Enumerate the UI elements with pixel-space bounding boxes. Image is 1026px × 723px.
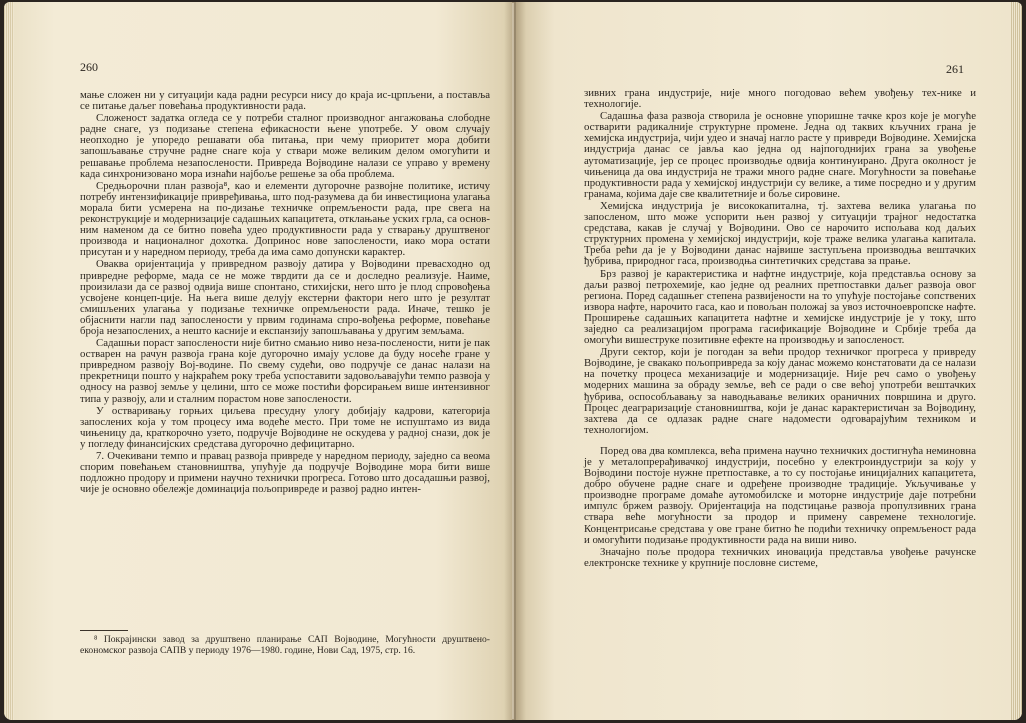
paragraph: 7. Очекивани темпо и правац развоја привреде у наредном периоду, заједно са веома спорим повећањем становништва, упућује да подручје Војводине мора бити више подложно продору и примени научно технички прогреса. Готово што досадашњи развој, чије је основно обележје доминација пољопривреде и развој радно интен-: [80, 450, 490, 496]
paragraph: мање сложен ни у ситуацији када радни ресурси нису до краја ис-црпљени, а постављa се питање даљег повећања продуктивности рада.: [80, 89, 490, 113]
paragraph: зивних грана индустрије, није много погодовао већем увођењу тех-нике и технологије.: [584, 87, 976, 111]
left-body-text: [80, 90, 490, 495]
paragraph: Сложеност задатка огледа се у потреби сталног производног ангажовања слободне радне снаге, уз подизање степена ефикасности њене употребе. У овом случају неопходно је упоредо решавати оба питања, при чему приоритет мора добити запошљавање стручне радне снаге која у ствари може великим делом омогућити и решавање проблема незапослености. Привреда Војводине налази се управо у времену када синхронизовано мора изнаћи најбоље решење за оба проблема.: [80, 112, 490, 180]
right-body-text: [584, 88, 976, 569]
paragraph: Значајно поље продора техничких иновација представља увођење рачунске електронске технике у крупније пословне системе,: [584, 545, 976, 569]
paragraph: У остваривању горњих циљева пресудну улогу добијају кадрови, категорија запослених која у том процесу има водеће место. При томе не испуштамо из вида чињеницу да, краткорочно узето, подручје Војводине не оскудева у радној снази, док је у погледу финансијских средстава дугорочно дефицитарно.: [80, 404, 490, 450]
paragraph: Садашња фаза развоја створила је основне упоришне тачке кроз које је могуће остварити радикалније структурне промене. Једна од таквих кључних грана је хемијска индустрија, чији удео и значај нагло расте у привреди Војводине. Хемијска индустрија данас се јавља као једна од најпогоднијих грана за увођење аутоматизације, јер се процес производње одвија континуирано. Друга околност је чињеница да ова индустрија не тражи много радне снаге. Могућности за повећање продуктивности рада у хемијској индустрији су велике, а тиме посредно и у другим гранама, којима даје све квалитетније и боље сировине.: [584, 110, 976, 200]
page-edge-left: [4, 2, 14, 720]
book-spread: [4, 2, 1022, 720]
page-edge-right: [1010, 2, 1022, 720]
page-number-left: 260: [80, 60, 98, 74]
paragraph: Оваква оријентација у привредном развоју датира у Војводини превасходно од привредне реформе, мада се не може тврдити да се и доследно реализује. Наиме, произилази да се развој одвија више спонтано, стихијски, него што је плод спровођења усвојене концеп-ције. На њега више делују екстерни фактори него што је резултат смишљених улагања у подизање техничке опремљености рада. Иначе, тешко је објаснити нагли пад запослености у првим годинама спро-вођења реформе, повећање броја незапослених, а нешто касније и експанзију запошљавања у другим земљама.: [80, 258, 490, 337]
paragraph: Средњорочни план развоја⁸, као и елементи дугорочне развојне политике, истичу потребу интензификације привређивања, што под-разумева да би инвестициона улагања морала бити усмерена на по-дизање техничке опремљености рада, пре свега на реконструкције и модернизације садашњих капацитета, отклањање уских грла, са основ-ним наменом да се битно повећа удео продуктивности рада у стварању друштвеног производа и националног дохотка. Допринос нове запослености, иако мора остати присутан и у наредном периоду, треба да има само допунски карактер.: [80, 179, 490, 259]
paragraph: Брз развој је карактеристика и нафтне индустрије, која представља основу за даљи развој петрохемије, као једне од реалних претпоставки даљег развоја овог региона. Поред садашњег степена развијености на то упућује постојање сопствених извора нафте, нарочито гаса, као и повољан положај за увоз источноевропске нафте. Проширење садашњих капацитета нафтне и хемијске индустрије је у току, што заједно са реализацијом програма гасификације Војводине и Србије треба да омогући вишеструке позитивне ефекте на производњу и запосленост.: [584, 267, 976, 347]
footnote-rule: [80, 630, 128, 631]
right-page: [514, 2, 1022, 720]
left-page: [4, 2, 512, 720]
page-number-right: 261: [946, 62, 964, 76]
paragraph: Хемијска индустрија је висококапитална, тј. захтева велика улагања по запосленом, што може успорити њен развој у ситуацији трајног недостатка средстава, какав је случај у Војводини. Ово се нарочито испољава код даљих структурних промена у хемијској индустрији, које траже велика улагања капитала. Треба рећи да је у Војводини данас највише заступљена производња вештачких ђубрива, природног гаса, производња синтетичких средстава за прање.: [584, 199, 976, 268]
paragraph: Други сектор, који је погодан за већи продор техничког прогреса у привреду Војводине, је свакако пољопривреда за коју данас можемо констатовати да се налази на почетку процеса механизације и модернизације. Није реч само о увођењу модерних машина за обраду земље, већ се ради о све већој употреби вештачких ђубрива, оспособљавању за наводњавање великих ораничних површина и друго. Процес деаграризације становништва, који је данас карактеристичан за Војводину, захтева да се одлазак радне снаге надомести одговарајућим техником и технологијом.: [584, 346, 976, 436]
paragraph: Поред ова два комплекса, већа примена научно техничких достигнућа неминовна је у металопрерађивачкој индустрији, посебно у електроиндустрији за коју у Војводини постоје нужне претпоставке, а то су постојање иницијалних капацитета, добро обучене радне снаге и одређене производне традиције. Укључивање у производне програме домаће аутомобилске и моторне индустрије даје потребни импулс бржем развоју. Оријентација на подстицање развоја пропулзивних грана ствара веће могућности за продор и примену савремене технологије. Концентрисање средстава у ове гране битно ће подићи техничку опремљеност рада и омогућити подизање продуктивности рада на виши ниво.: [584, 444, 976, 546]
paragraph: Садашњи пораст запослености није битно смањио ниво неза-послености, нити је пак остварен на рачун развоја грана које дугорочно имају услове да буду носеће гране у привредном развоју Вој-водине. По свему судећи, ово подручје се данас налази на прекретници пошто у најкраћем року треба успоставити задовољавајући темпо развоја у односу на развој земље у целини, што се може постићи форсирањем више интензивног типа у развоју, али и сталним порастом нове запослености.: [80, 337, 490, 405]
footnote-text: ⁸ Покрајински завод за друштвено планирање САП Војводине, Могућности друштвено-економског развоја САПВ у периоду 1976—1980. године, Нови Сад, 1975, стр. 16.: [80, 634, 490, 656]
book-gutter: [504, 2, 526, 720]
footnote: [80, 634, 490, 656]
